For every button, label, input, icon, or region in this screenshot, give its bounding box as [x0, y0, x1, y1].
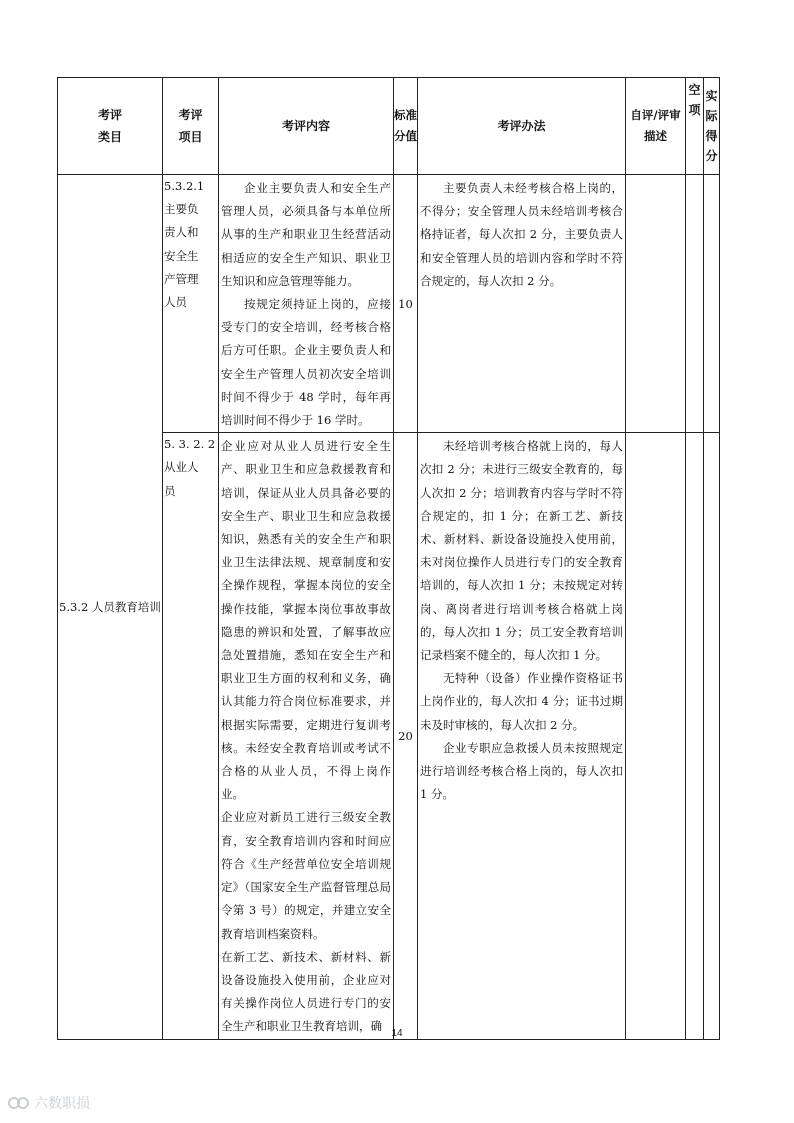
watermark-logo-icon: [8, 1095, 30, 1111]
header-content: 考评内容: [219, 78, 394, 175]
empty-item-cell: [686, 175, 704, 433]
table-row: [58, 175, 720, 433]
content-cell: 企业主要负责人和安全生产管理人员，必须具备与本单位所从事的生产和职业卫生经营活动相适应的安全生产知识、职业卫生知识和应急管理等能力。 按规定须持证上岗的，应接受专门的安全培训，经考核合格后方可任职。企业主要负责人和安全生产管理人员初次安全培训时间不得少于 48 学时，每年再培训时间不得少于 16 学时。: [219, 175, 394, 433]
item-code-cell: 5.3.2.1 主要负 责人和 安全生 产管理 人员: [163, 175, 219, 433]
watermark: [8, 1093, 90, 1113]
self-evaluation-cell: [626, 433, 686, 1039]
header-category: 考评 类目: [58, 78, 163, 175]
header-actual-score: 实 际 得 分: [704, 78, 720, 175]
item-code-cell: 5. 3. 2. 2 从业人 员: [163, 433, 219, 1039]
actual-score-cell: [704, 175, 720, 433]
evaluation-table-sheet: [57, 77, 719, 1040]
table-header-row: [58, 78, 720, 175]
header-self-evaluation: 自评/评审 描述: [626, 78, 686, 175]
evaluation-table: [57, 77, 720, 1040]
header-item: 考评 项目: [163, 78, 219, 175]
method-cell: 主要负责人未经考核合格上岗的，不得分；安全管理人员未经培训考核合格持证者，每人次扣 2 分，主要负责人和安全管理人员的培训内容和学时不符合规定的，每人次扣 2 分。: [418, 175, 626, 433]
method-cell: 未经培训考核合格就上岗的，每人次扣 2 分；未进行三级安全教育的，每人次扣 2 分；培训教育内容与学时不符合规定的，扣 1 分；在新工艺、新技术、新材料、新设备设施投入使用前，未对岗位操作人员进行专门的安全教育培训的，每人次扣 1 分；未按规定对转岗、离岗者进行培训考核合格就上岗的，每人次扣 1 分；员工安全教育培训记录档案不健全的，每人次扣 1 分。 无特种（设备）作业操作资格证书上岗作业的，每人次扣 4 分；证书过期未及时审核的，每人次扣 2 分。 企业专职应急救援人员未按照规定进行培训经考核合格上岗的，每人次扣 1 分。: [418, 433, 626, 1039]
standard-score-cell: 10: [394, 175, 418, 433]
header-standard-score: 标准 分值: [394, 78, 418, 175]
watermark-text: 六数职损: [34, 1096, 90, 1112]
category-label: 5.3.2 人员教育培训: [59, 599, 161, 614]
actual-score-cell: [704, 433, 720, 1039]
standard-score-cell: 20: [394, 433, 418, 1039]
self-evaluation-cell: [626, 175, 686, 433]
empty-item-cell: [686, 433, 704, 1039]
category-cell: [58, 175, 163, 1040]
content-cell: 企业应对从业人员进行安全生产、职业卫生和应急救援教育和培训，保证从业人员具备必要的安全生产、职业卫生和应急救援知识，熟悉有关的安全生产和职业卫生法律法规、规章制度和安全操作规程，掌握本岗位的安全操作技能，掌握本岗位事故事故隐患的辨识和处置，了解事故应急处置措施，悉知在安全生产和职业卫生方面的权利和义务，确认其能力符合岗位标准要求，并根据实际需要，定期进行复训考核。未经安全教育培训或考试不合格的从业人员，不得上岗作业。 企业应对新员工进行三级安全教育，安全教育培训内容和时间应符合《生产经营单位安全培训规定》（国家安全生产监督管理总局令第 3 号）的规定，并建立安全教育培训档案资料。 在新工艺、新技术、新材料、新设备设施投入使用前，企业应对有关操作岗位人员进行专门的安全生产和职业卫生教育培训，确: [219, 433, 394, 1039]
header-method: 考评办法: [418, 78, 626, 175]
page-number: 14: [391, 1028, 403, 1039]
header-empty-item: 空 项: [686, 78, 704, 175]
